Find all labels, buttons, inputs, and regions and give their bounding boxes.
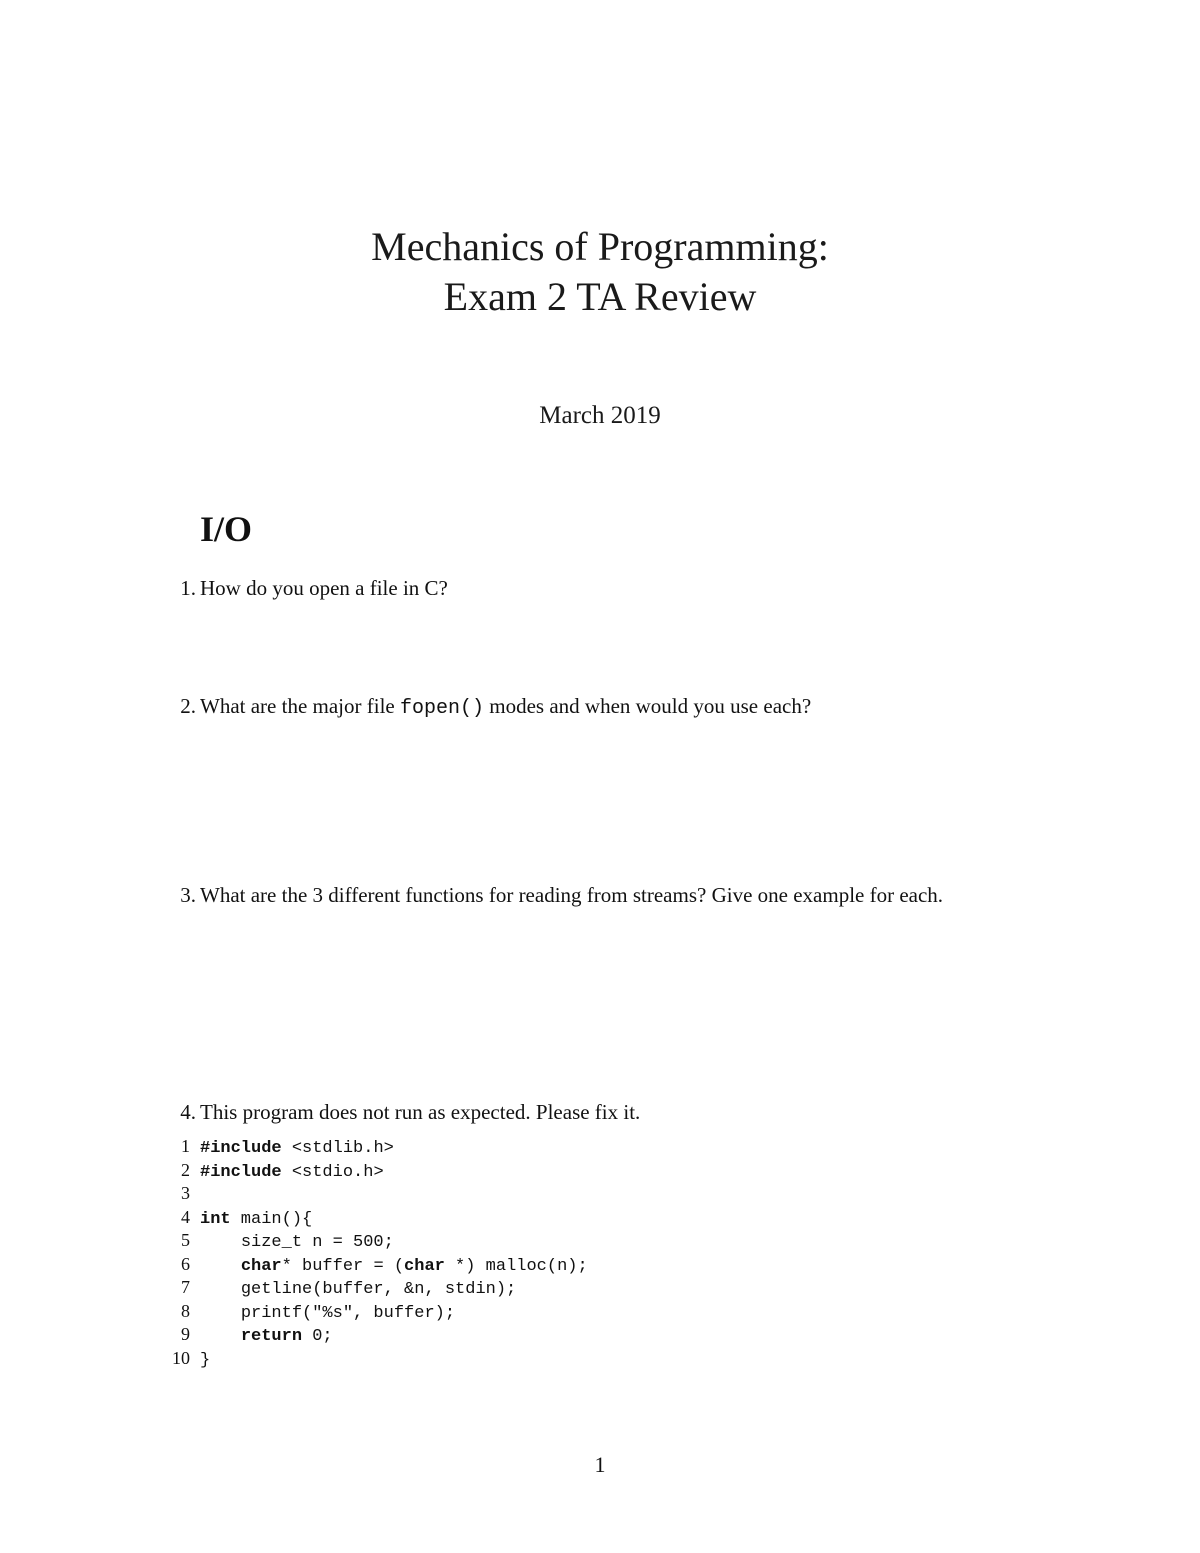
line-number: 7 <box>181 1277 190 1297</box>
line-number: 10 <box>172 1347 190 1368</box>
question-1 <box>168 574 1068 603</box>
line-number: 5 <box>181 1230 190 1250</box>
question-number: 2. <box>180 694 196 718</box>
code-line <box>168 1300 588 1324</box>
code-line <box>168 1347 588 1371</box>
line-number: 8 <box>181 1300 190 1321</box>
code-line <box>168 1182 588 1206</box>
line-number: 6 <box>181 1253 190 1274</box>
line-number: 9 <box>181 1324 190 1344</box>
page-number: 1 <box>594 1452 606 1477</box>
question-text: What are the major file fopen() modes and when would you use each? <box>200 694 812 720</box>
document-title <box>0 222 1200 322</box>
question-number: 1. <box>180 576 196 600</box>
code-keyword: int <box>200 1209 231 1229</box>
question-text: This program does not run as expected. Please fix it. <box>200 1100 641 1124</box>
code-keyword: return <box>240 1327 303 1346</box>
code-line <box>168 1229 588 1253</box>
code-text: getline(buffer, &n, stdin); <box>240 1280 517 1299</box>
code-text: size_t n = 500; <box>240 1233 394 1252</box>
line-number: 3 <box>181 1183 190 1203</box>
code-indent <box>200 1280 241 1299</box>
code-line <box>168 1323 588 1347</box>
code-text: * buffer = ( <box>281 1256 405 1276</box>
line-number: 1 <box>181 1136 190 1156</box>
code-keyword: char <box>240 1256 282 1276</box>
section-heading: I/O <box>200 509 253 549</box>
code-text: <stdio.h> <box>281 1162 384 1182</box>
code-line <box>168 1253 588 1277</box>
code-line <box>168 1159 588 1183</box>
title-line-2: Exam 2 TA Review <box>443 274 757 319</box>
inline-code: fopen() <box>399 697 484 720</box>
code-text: 0; <box>302 1327 333 1346</box>
question-text: What are the 3 different functions for reading from streams? Give one example for each. <box>200 883 944 907</box>
document-date: March 2019 <box>539 402 661 429</box>
question-4 <box>168 1098 1068 1127</box>
code-keyword: #include <box>200 1139 282 1158</box>
question-number: 3. <box>180 883 196 907</box>
line-number: 4 <box>181 1206 190 1227</box>
code-line <box>168 1276 588 1300</box>
question-text: How do you open a file in C? <box>200 576 448 600</box>
code-keyword: char <box>404 1256 445 1276</box>
code-indent <box>200 1233 241 1252</box>
line-number: 2 <box>181 1159 190 1180</box>
code-text: } <box>200 1350 211 1370</box>
question-3 <box>168 881 1068 910</box>
code-listing <box>168 1135 588 1370</box>
code-indent <box>200 1257 241 1276</box>
code-text: printf("%s", buffer); <box>240 1303 456 1323</box>
question-number: 4. <box>180 1100 196 1124</box>
title-line-1: Mechanics of Programming: <box>371 224 829 269</box>
code-indent <box>200 1327 241 1346</box>
code-indent <box>200 1304 241 1323</box>
code-line <box>168 1135 588 1159</box>
code-keyword: #include <box>200 1162 282 1182</box>
code-line <box>168 1206 588 1230</box>
code-text: <stdlib.h> <box>281 1139 394 1158</box>
question-2 <box>168 692 1068 723</box>
code-text: *) malloc(n); <box>444 1256 588 1276</box>
code-text: main(){ <box>230 1209 313 1229</box>
